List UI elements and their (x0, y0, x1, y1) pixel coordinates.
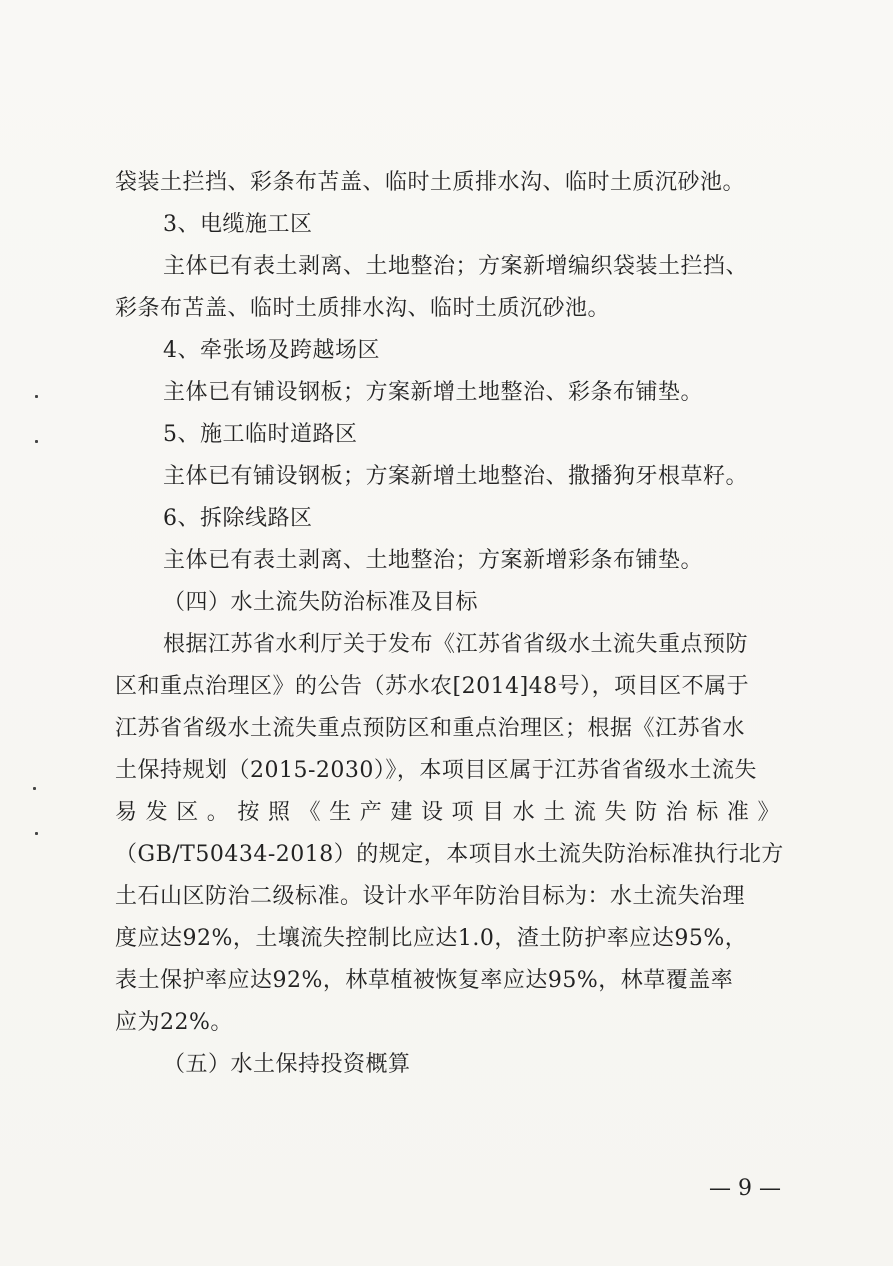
page-number: — 9 — (709, 1176, 781, 1201)
paragraph-line: 主体已有表土剥离、土地整治；方案新增编织袋装土拦挡、 (163, 254, 749, 279)
section-heading: 4、牵张场及跨越场区 (163, 338, 380, 363)
scan-dot-mark (33, 787, 36, 790)
paragraph-line: 彩条布苫盖、临时土质排水沟、临时土质沉砂池。 (115, 296, 611, 321)
paragraph-line: 袋装土拦挡、彩条布苫盖、临时土质排水沟、临时土质沉砂池。 (115, 170, 746, 195)
paragraph-line: （GB/T50434-2018）的规定，本项目水土流失防治标准执行北方 (115, 842, 784, 867)
body-text (115, 162, 784, 1086)
paragraph-line: 主体已有铺设钢板；方案新增土地整治、彩条布铺垫。 (163, 380, 704, 405)
scan-dot-mark (35, 395, 38, 398)
paragraph-line: 根据江苏省水利厅关于发布《江苏省省级水土流失重点预防 (163, 632, 749, 657)
scan-dot-mark (35, 832, 38, 835)
paragraph-line: 土石山区防治二级标准。设计水平年防治目标为：水土流失治理 (115, 884, 746, 909)
paragraph-line: 度应达92%，土壤流失控制比应达1.0，渣土防护率应达95%， (115, 926, 748, 951)
chapter-heading: （五）水土保持投资概算 (163, 1052, 411, 1077)
paragraph-line: 土保持规划（2015-2030）》，本项目区属于江苏省省级水土流失 (115, 758, 757, 783)
scan-dot-mark (35, 440, 38, 443)
section-heading: 6、拆除线路区 (163, 506, 313, 531)
paragraph-line: 易发区。按照《生产建设项目水土流失防治标准》 (115, 800, 780, 825)
paragraph-line: 应为22%。 (115, 1010, 233, 1035)
paragraph-line: 江苏省省级水土流失重点预防区和重点治理区；根据《江苏省水 (115, 716, 746, 741)
paragraph-line: 主体已有铺设钢板；方案新增土地整治、撒播狗牙根草籽。 (163, 464, 749, 489)
paragraph-line: 表土保护率应达92%，林草植被恢复率应达95%，林草覆盖率 (115, 968, 734, 993)
chapter-heading: （四）水土流失防治标准及目标 (163, 590, 479, 615)
paragraph-line: 区和重点治理区》的公告（苏水农[2014]48号），项目区不属于 (115, 674, 750, 699)
section-heading: 5、施工临时道路区 (163, 422, 358, 447)
paragraph-line: 主体已有表土剥离、土地整治；方案新增彩条布铺垫。 (163, 548, 704, 573)
section-heading: 3、电缆施工区 (163, 212, 313, 237)
